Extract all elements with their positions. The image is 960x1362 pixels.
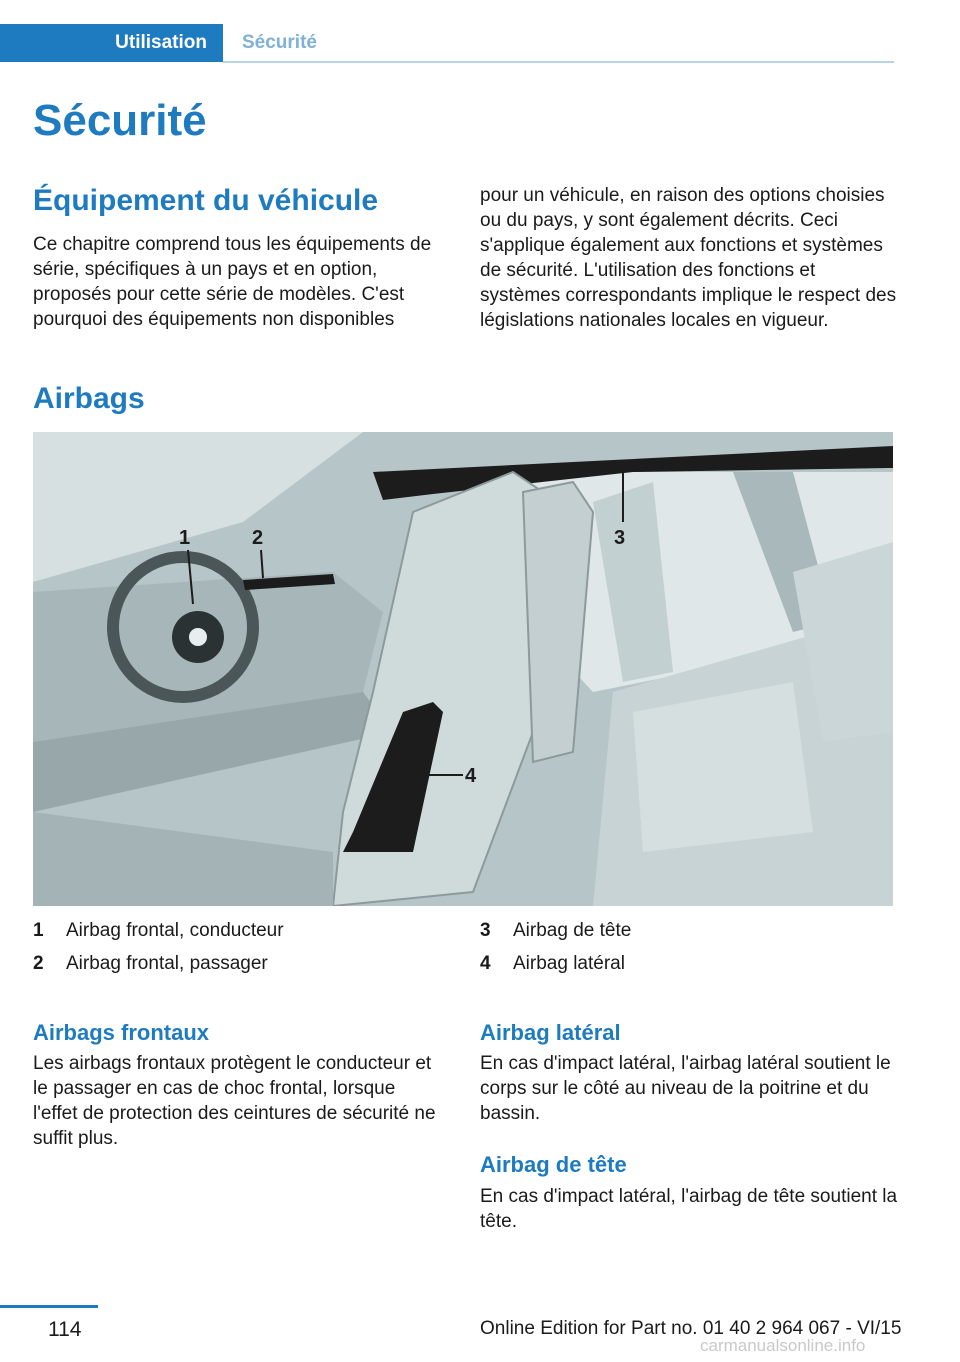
intro-paragraph-right: pour un véhicule, en raison des options choisies ou du pays, y sont également décrits. Ceci s'applique également aux fonctions et systèmes de sécurité. L'utilisation des fonctions et systèmes correspondants implique le respect des législations nationales locales en vigueur. [480,185,897,331]
callout-4: 4 [465,765,477,787]
head-airbag-title: Airbag de tête [480,1152,627,1177]
legend-text-3: Airbag de tête [513,920,632,941]
tab-securite[interactable]: Sécurité [242,32,317,53]
legend-text-2: Airbag frontal, passager [66,953,268,974]
watermark: carmanualsonline.info [700,1336,866,1355]
callout-1: 1 [179,527,191,549]
legend-num-2: 2 [33,953,44,974]
legend-num-3: 3 [480,920,491,941]
legend-num-1: 1 [33,920,44,941]
section-title: Équipement du véhicule [33,184,379,217]
frontal-airbags-title: Airbags frontaux [33,1020,210,1045]
page-number: 114 [48,1318,82,1341]
airbags-title: Airbags [33,382,145,415]
car-interior-drawing [33,432,893,906]
head-airbag-text: En cas d'impact latéral, l'airbag de tête soutient la tête. [480,1186,898,1232]
frontal-airbags-text: Les airbags frontaux protègent le conducteur et le passager en cas de choc frontal, lorsque l'effet de protection des ceintures de sécurité ne suffit plus. [33,1053,436,1149]
side-airbag-title: Airbag latéral [480,1020,621,1045]
edition-footer: Online Edition for Part no. 01 40 2 964 067 - VI/15 [480,1318,902,1339]
intro-paragraph-left: Ce chapitre comprend tous les équipements de série, spécifiques à un pays et en option, proposés pour cette série de modèles. C'est pourquoi des équipements non disponibles [33,234,432,330]
legend-text-4: Airbag latéral [513,953,625,974]
page-number-bar [0,1305,98,1308]
callout-3: 3 [614,527,626,549]
page-title: Sécurité [33,96,207,145]
header-divider [223,61,894,63]
tab-utilisation[interactable]: Utilisation [0,24,223,62]
legend-text-1: Airbag frontal, conducteur [66,920,284,941]
side-airbag-text: En cas d'impact latéral, l'airbag latéral soutient le corps sur le côté au niveau de la poitrine et du bassin. [480,1053,891,1124]
legend-num-4: 4 [480,953,491,974]
callout-2: 2 [252,527,264,549]
airbag-illustration [33,432,893,906]
